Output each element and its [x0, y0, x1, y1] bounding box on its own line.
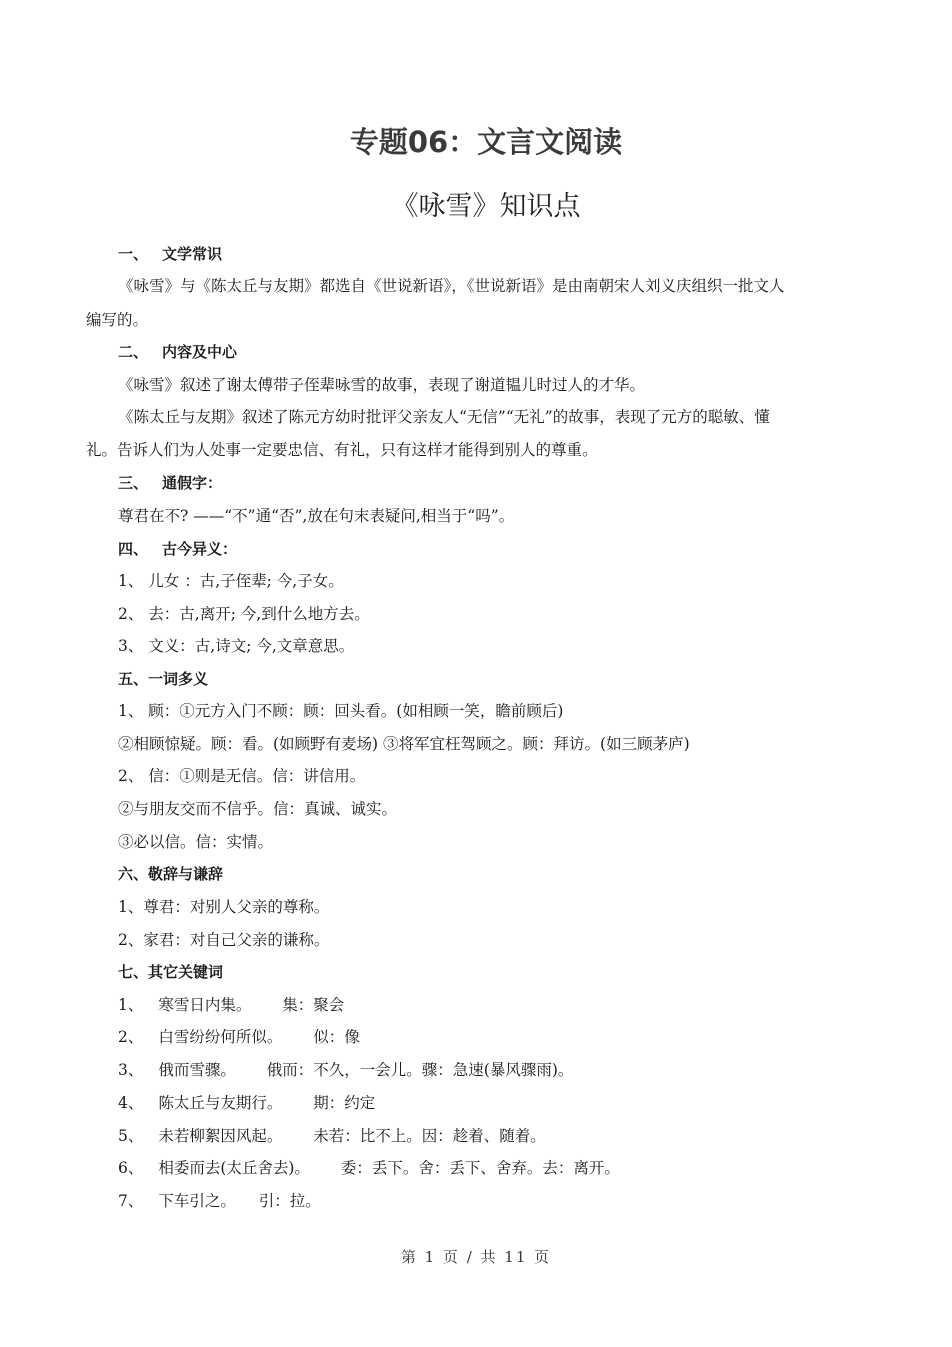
list-item: ③必以信。信：实情。 [118, 833, 274, 851]
paragraph-line: 尊君在不? ——“不”通“否”,放在句末表疑问,相当于“吗”。 [118, 507, 515, 525]
section-number: 二、 [118, 343, 149, 361]
list-item: 2、 信：①则是无信。信：讲信用。 [118, 767, 366, 785]
list-item: 1、尊君：对别人父亲的尊称。 [118, 898, 330, 916]
item-number: 4、 [118, 1094, 144, 1112]
item-phrase: 下车引之。 [158, 1192, 236, 1210]
list-item: 2、 去：古,离开; 今,到什么地方去。 [118, 605, 370, 623]
list-item [118, 1190, 321, 1212]
paragraph-line: 编写的。 [86, 311, 149, 329]
item-number: 1、 [118, 996, 144, 1014]
item-phrase: 相委而去(太丘舍去)。 [158, 1159, 310, 1177]
list-item: ②相顾惊疑。顾：看。(如顾野有麦场) ③将军宜枉驾顾之。顾：拜访。(如三顾茅庐) [118, 735, 690, 753]
section-heading-interchangeable-chars [118, 472, 222, 494]
item-number: 5、 [118, 1127, 144, 1145]
section-title: 内容及中心 [162, 343, 238, 361]
list-item [118, 1125, 546, 1147]
item-gloss: 似：像 [313, 1028, 360, 1046]
item-gloss: 期：约定 [313, 1094, 376, 1112]
section-heading-key-words: 七、其它关键词 [118, 963, 224, 981]
page-subtitle: 《咏雪》知识点 [391, 191, 581, 222]
list-item: 2、家君：对自己父亲的谦称。 [118, 931, 330, 949]
item-phrase: 俄而雪骤。 [158, 1061, 236, 1079]
item-number: 7、 [118, 1192, 144, 1210]
section-heading-honorifics: 六、敬辞与谦辞 [118, 865, 224, 883]
item-number: 2、 [118, 1028, 144, 1046]
item-phrase: 寒雪日内集。 [158, 996, 252, 1014]
section-heading-ancient-modern-meanings [118, 538, 237, 560]
list-item [118, 1092, 375, 1114]
section-number: 四、 [118, 540, 149, 558]
item-phrase: 白雪纷纷何所似。 [158, 1028, 283, 1046]
paragraph-line: 《咏雪》与《陈太丘与友期》都选自《世说新语》，《世说新语》是由南朝宋人刘义庆组织一批文人 [118, 277, 785, 295]
section-heading-content-theme [118, 341, 237, 363]
list-item [118, 1059, 573, 1081]
section-title: 通假字： [162, 474, 223, 492]
page-title: 专题06：文言文阅读 [349, 125, 623, 159]
item-number: 3、 [118, 1061, 144, 1079]
section-number: 一、 [118, 245, 149, 263]
list-item [118, 994, 344, 1016]
section-heading-literary-knowledge [118, 243, 222, 265]
item-gloss: 俄而：不久，一会儿。骤：急速(暴风骤雨)。 [266, 1061, 574, 1079]
paragraph-line: 《咏雪》叙述了谢太傅带子侄辈咏雪的故事，表现了谢道韫儿时过人的才华。 [118, 376, 646, 394]
page-number-footer: 第 1 页 / 共 11 页 [400, 1248, 552, 1266]
item-gloss: 集：聚会 [282, 996, 345, 1014]
list-item: 1、 儿女 ：古,子侄辈; 今,子女。 [118, 572, 344, 590]
list-item: ②与朋友交而不信乎。信：真诚、诚实。 [118, 800, 398, 818]
list-item [118, 1026, 360, 1048]
item-gloss: 未若：比不上。因：趁着、随着。 [313, 1127, 546, 1145]
item-gloss: 引：拉。 [258, 1192, 321, 1210]
item-gloss: 委：丢下。舍：丢下、舍弃。去：离开。 [340, 1159, 620, 1177]
item-phrase: 陈太丘与友期行。 [158, 1094, 283, 1112]
section-title: 古今异义： [162, 540, 238, 558]
list-item [118, 1157, 620, 1179]
item-phrase: 未若柳絮因风起。 [158, 1127, 283, 1145]
section-title: 文学常识 [162, 245, 223, 263]
list-item: 3、 文义：古,诗文; 今,文章意思。 [118, 637, 355, 655]
section-heading-polysemy: 五、一词多义 [118, 670, 209, 688]
list-item: 1、 顾：①元方入门不顾：顾：回头看。(如相顾一笑，瞻前顾后) [118, 702, 564, 720]
paragraph-line: 礼。告诉人们为人处事一定要忠信、有礼，只有这样才能得到别人的尊重。 [86, 441, 598, 459]
section-number: 三、 [118, 474, 149, 492]
paragraph-line: 《陈太丘与友期》叙述了陈元方幼时批评父亲友人“无信”“无礼”的故事，表现了元方的聪敏、懂 [118, 408, 770, 426]
item-number: 6、 [118, 1159, 144, 1177]
